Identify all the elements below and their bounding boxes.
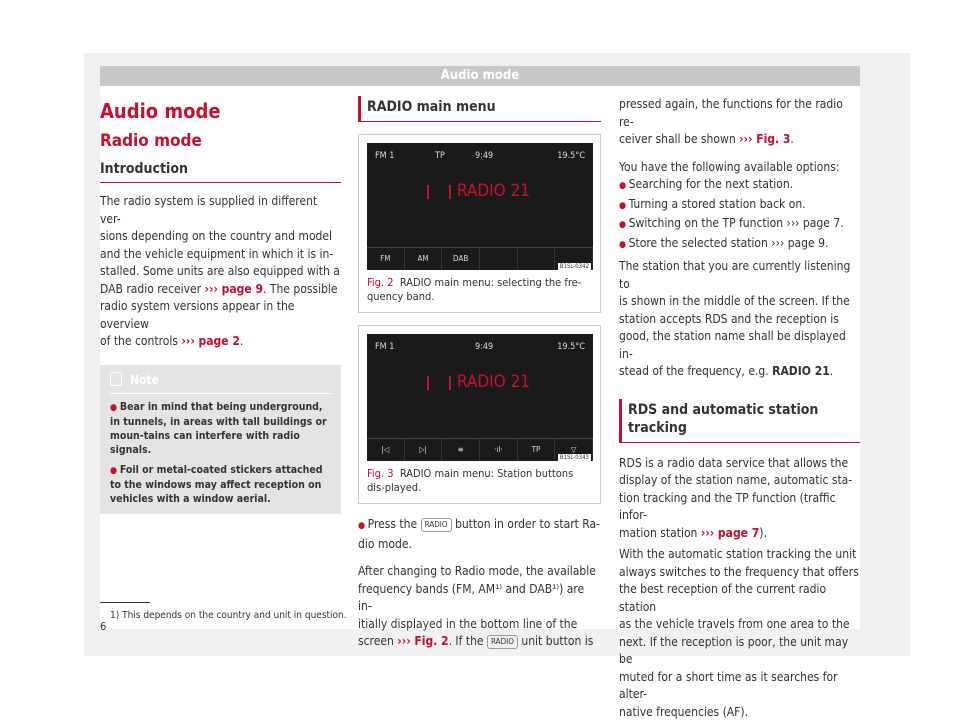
text-line: stead of the frequency, e.g. RADIO 21. bbox=[619, 363, 860, 381]
text-line: After changing to Radio mode, the available bbox=[358, 563, 601, 581]
seek-forward-icon[interactable]: ▷| bbox=[405, 439, 443, 461]
text-line: next. If the reception is poor, the unit may be bbox=[619, 634, 860, 669]
text-line: pressed again, the functions for the radio re- bbox=[619, 96, 860, 131]
figure-caption: Fig. 3 RADIO main menu: Station buttons dis-played. bbox=[367, 467, 592, 495]
note-box bbox=[100, 365, 341, 514]
band-label: FM 1 bbox=[375, 342, 394, 352]
text-line: The station that you are currently listening to bbox=[619, 258, 860, 293]
figure-link[interactable]: ››› Fig. 3 bbox=[739, 132, 790, 146]
text-line: muted for a short time as it searches for alter- bbox=[619, 669, 860, 704]
running-header: Audio mode bbox=[100, 66, 860, 86]
text-line: radio system versions appear in the overview bbox=[100, 298, 341, 333]
temperature: 19.5°C bbox=[557, 342, 585, 352]
text-line: screen ››› Fig. 2. If the RADIO unit button is bbox=[358, 633, 601, 651]
text-line: dio mode. bbox=[358, 536, 601, 554]
intro-paragraph bbox=[100, 193, 341, 351]
subsection-title: Introduction bbox=[100, 160, 341, 183]
tp-button[interactable]: TP bbox=[518, 439, 556, 461]
note-item: ● Bear in mind that being underground, in tunnels, in areas with tall buildings or moun-tains can interfere with radio signals. bbox=[110, 400, 331, 457]
text-line: You have the following available options: bbox=[619, 159, 860, 177]
text-line: good, the station name shall be displayed in- bbox=[619, 328, 860, 363]
chapter-title: Audio mode bbox=[100, 98, 341, 124]
text-line: station accepts RDS and the reception is bbox=[619, 311, 860, 329]
temperature: 19.5°C bbox=[557, 151, 585, 161]
text-line: frequency bands (FM, AM¹⁾ and DAB¹⁾) are in- bbox=[358, 581, 601, 616]
text-line: of the controls ››› page 2. bbox=[100, 333, 341, 351]
text-line: and the vehicle equipment in which it is in- bbox=[100, 246, 341, 264]
note-item: ● Foil or metal-coated stickers attached to the windows may affect reception on vehicles with a window aerial. bbox=[110, 463, 331, 506]
step-paragraph bbox=[358, 516, 601, 553]
list-item: ● Searching for the next station. bbox=[619, 176, 860, 196]
body-paragraph bbox=[358, 563, 601, 651]
seek-back-icon[interactable]: |◁ bbox=[367, 439, 405, 461]
radio-screen bbox=[367, 143, 593, 270]
figure-caption: Fig. 2 RADIO main menu: selecting the fre-quency band. bbox=[367, 276, 592, 304]
band-label: FM 1 bbox=[375, 151, 394, 161]
dab-button[interactable]: DAB bbox=[442, 248, 480, 270]
tuning-icon bbox=[427, 376, 451, 390]
list-item: ● Switching on the TP function ››› page 7. bbox=[619, 215, 860, 235]
text-line: itially displayed in the bottom line of the bbox=[358, 616, 601, 634]
body-paragraph bbox=[619, 258, 860, 381]
text-line: sions depending on the country and model bbox=[100, 228, 341, 246]
note-header: Note bbox=[110, 371, 331, 394]
menu-down-icon[interactable]: ▽ bbox=[555, 439, 593, 461]
station-name: RADIO 21 bbox=[457, 181, 530, 201]
text-line: always switches to the frequency that offers bbox=[619, 564, 860, 582]
list-icon[interactable]: ≡ bbox=[442, 439, 480, 461]
section-heading: RADIO main menu bbox=[358, 96, 601, 122]
text-line: is shown in the middle of the screen. If the bbox=[619, 293, 860, 311]
radio-key: RADIO bbox=[487, 635, 518, 649]
text-line: DAB radio receiver ››› page 9. The possible bbox=[100, 281, 341, 299]
text-line: native frequencies (AF). bbox=[619, 704, 860, 721]
signal-icon[interactable]: ·ıl· bbox=[480, 439, 518, 461]
text-line: ● Press the RADIO button in order to start Ra- bbox=[358, 516, 601, 536]
body-paragraph bbox=[619, 96, 860, 149]
empty-button bbox=[518, 248, 556, 270]
text-line: RDS is a radio data service that allows the bbox=[619, 455, 860, 473]
text-line: With the automatic station tracking the unit bbox=[619, 546, 860, 564]
clock: 9:49 bbox=[475, 342, 493, 352]
tp-label: TP bbox=[435, 151, 445, 161]
note-icon bbox=[110, 372, 122, 386]
section-heading: RDS and automatic station tracking bbox=[619, 399, 860, 443]
page-link[interactable]: ››› page 7 bbox=[701, 526, 759, 540]
text-line: stalled. Some units are also equipped with a bbox=[100, 263, 341, 281]
right-column bbox=[619, 96, 860, 721]
list-item: ● Store the selected station ››› page 9. bbox=[619, 235, 860, 255]
radio-screen bbox=[367, 334, 593, 461]
page-link[interactable]: ››› page 2 bbox=[181, 334, 239, 348]
page-link[interactable]: ››› page 9 bbox=[205, 282, 263, 296]
middle-column bbox=[358, 96, 601, 651]
fm-button[interactable]: FM bbox=[367, 248, 405, 270]
am-button[interactable]: AM bbox=[405, 248, 443, 270]
list-item: ● Turning a stored station back on. bbox=[619, 196, 860, 216]
footnote: 1) This depends on the country and unit in question. bbox=[110, 610, 347, 621]
text-line: The radio system is supplied in different ver- bbox=[100, 193, 341, 228]
options-list bbox=[619, 159, 860, 255]
clock: 9:49 bbox=[475, 151, 493, 161]
text-line: ceiver shall be shown ››› Fig. 3. bbox=[619, 131, 860, 149]
radio-key: RADIO bbox=[421, 518, 452, 532]
body-paragraph bbox=[619, 546, 860, 721]
text-line: as the vehicle travels from one area to the bbox=[619, 616, 860, 634]
body-paragraph bbox=[619, 455, 860, 543]
figure-link[interactable]: ››› Fig. 2 bbox=[397, 634, 448, 648]
left-column bbox=[100, 96, 341, 514]
text-line: tion tracking and the TP function (traffic infor- bbox=[619, 490, 860, 525]
page-number: 6 bbox=[100, 620, 106, 633]
text-line: the best reception of the current radio station bbox=[619, 581, 860, 616]
section-title: Radio mode bbox=[100, 130, 341, 152]
text-line: display of the station name, automatic sta- bbox=[619, 472, 860, 490]
figure-3 bbox=[358, 325, 601, 504]
figure-code: B1SL-0343 bbox=[558, 454, 591, 461]
figure-code: B1SL-0342 bbox=[558, 263, 591, 270]
empty-button bbox=[480, 248, 518, 270]
text-line: mation station ››› page 7). bbox=[619, 525, 860, 543]
tuning-icon bbox=[427, 185, 451, 199]
figure-2 bbox=[358, 134, 601, 313]
station-name: RADIO 21 bbox=[457, 372, 530, 392]
footnote-rule bbox=[100, 602, 150, 603]
